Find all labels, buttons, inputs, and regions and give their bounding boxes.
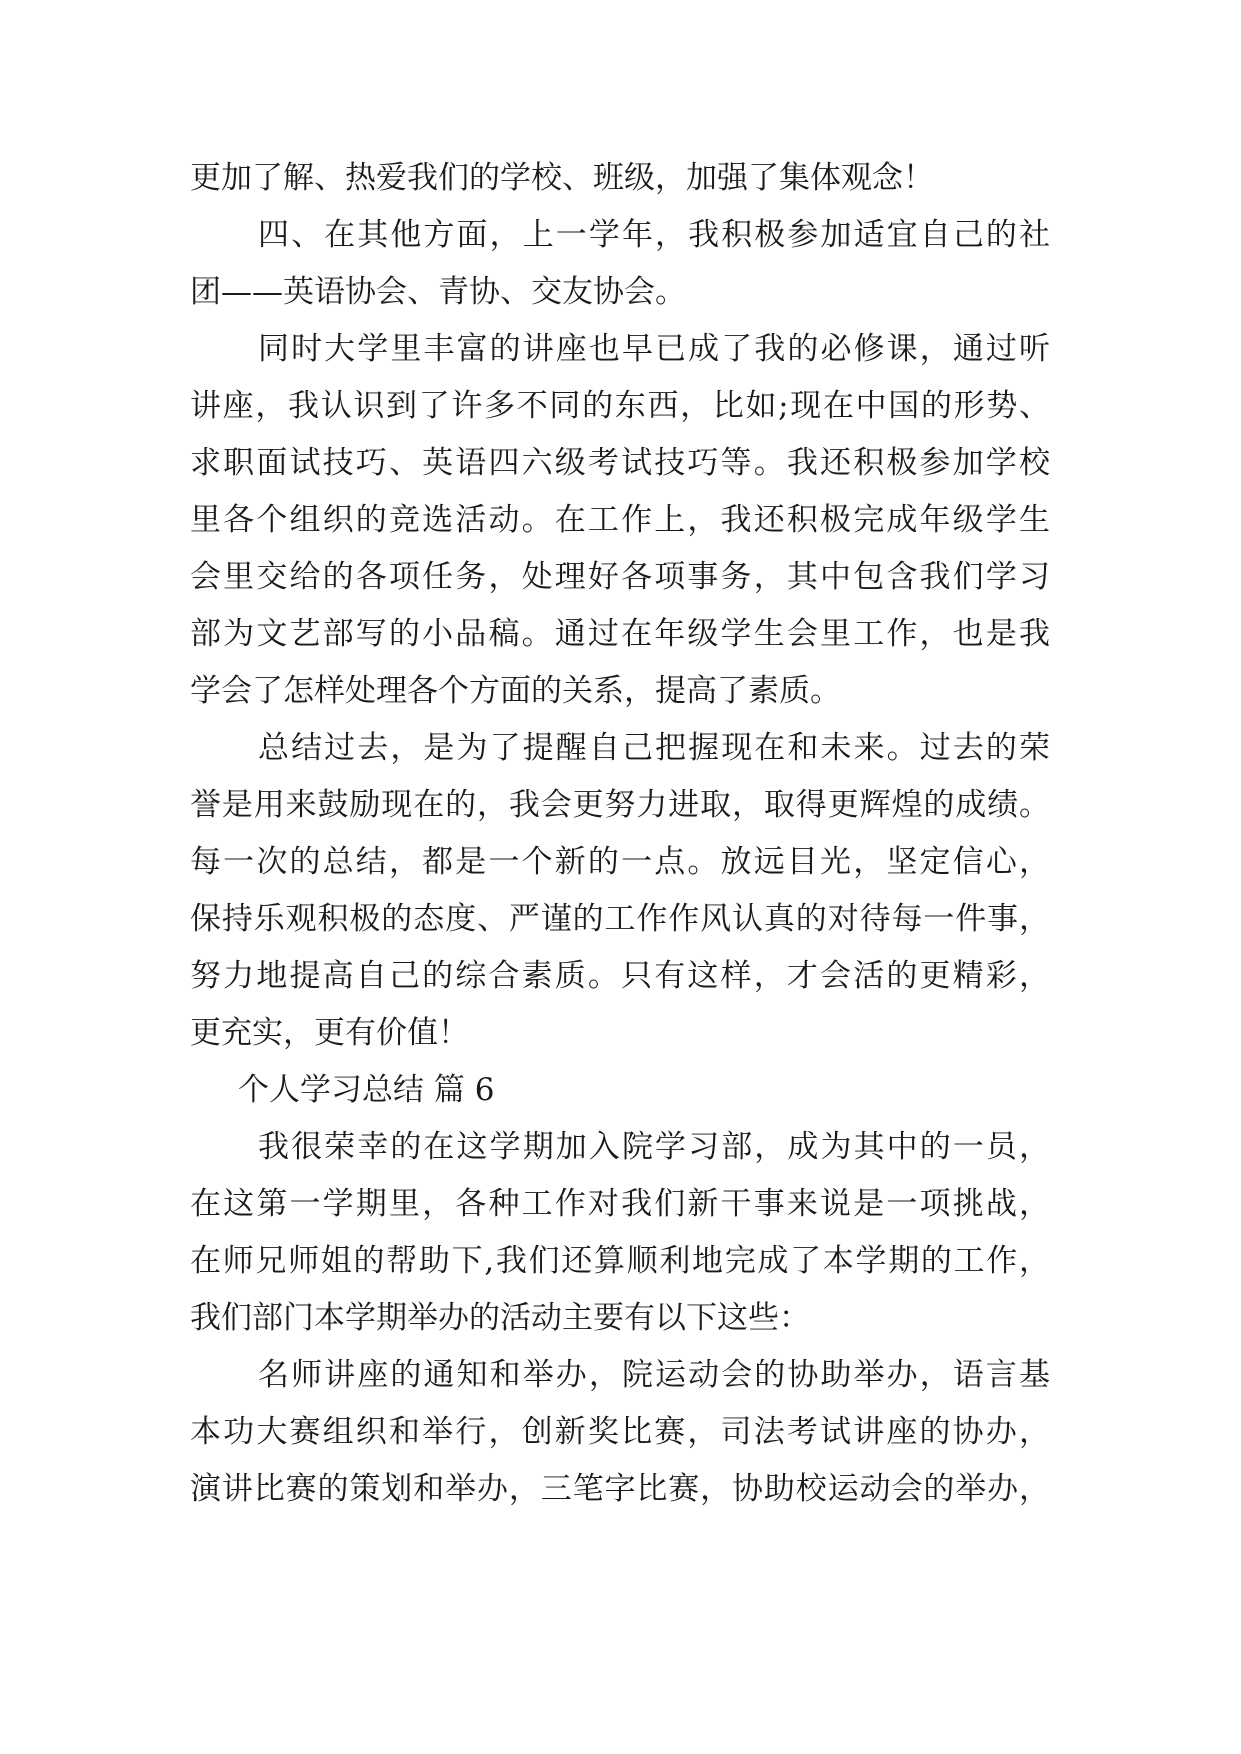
text-line: 部为文艺部写的小品稿。通过在年级学生会里工作，也是我 [190, 616, 1050, 652]
text-line: 在这第一学期里，各种工作对我们新干事来说是一项挑战， [190, 1186, 1050, 1222]
text-line: 演讲比赛的策划和举办，三笔字比赛，协助校运动会的举办， [190, 1471, 1050, 1507]
text-line: 每一次的总结，都是一个新的一点。放远目光，坚定信心， [190, 844, 1050, 880]
text-line: 在师兄师姐的帮助下,我们还算顺利地完成了本学期的工作， [190, 1243, 1050, 1279]
text-line: 保持乐观积极的态度、严谨的工作作风认真的对待每一件事， [190, 901, 1050, 937]
text-line: 同时大学里丰富的讲座也早已成了我的必修课，通过听 [258, 331, 1050, 367]
text-line: 本功大赛组织和举行，创新奖比赛，司法考试讲座的协办， [190, 1414, 1050, 1450]
text-line: 四、在其他方面，上一学年，我积极参加适宜自己的社 [258, 217, 1050, 253]
text-line: 学会了怎样处理各个方面的关系，提高了素质。 [190, 673, 841, 709]
text-line: 努力地提高自己的综合素质。只有这样，才会活的更精彩， [190, 958, 1050, 994]
text-line: 总结过去，是为了提醒自己把握现在和未来。过去的荣 [258, 730, 1050, 766]
text-line: 会里交给的各项任务，处理好各项事务，其中包含我们学习 [190, 559, 1050, 595]
text-line: 誉是用来鼓励现在的，我会更努力进取，取得更辉煌的成绩。 [190, 787, 1050, 823]
section-heading: 个人学习总结 篇 6 [238, 1072, 495, 1108]
text-line: 我很荣幸的在这学期加入院学习部，成为其中的一员， [258, 1129, 1050, 1165]
text-line: 里各个组织的竞选活动。在工作上，我还积极完成年级学生 [190, 502, 1050, 538]
text-line: 求职面试技巧、英语四六级考试技巧等。我还积极参加学校 [190, 445, 1050, 481]
text-line: 我们部门本学期举办的活动主要有以下这些： [190, 1300, 810, 1336]
text-line: 团——英语协会、青协、交友协会。 [190, 274, 686, 310]
text-line: 更加了解、热爱我们的学校、班级，加强了集体观念！ [190, 160, 934, 196]
text-line: 名师讲座的通知和举办，院运动会的协助举办，语言基 [258, 1357, 1050, 1393]
text-line: 讲座，我认识到了许多不同的东西，比如;现在中国的形势、 [190, 388, 1050, 424]
text-line: 更充实，更有价值！ [190, 1015, 469, 1051]
